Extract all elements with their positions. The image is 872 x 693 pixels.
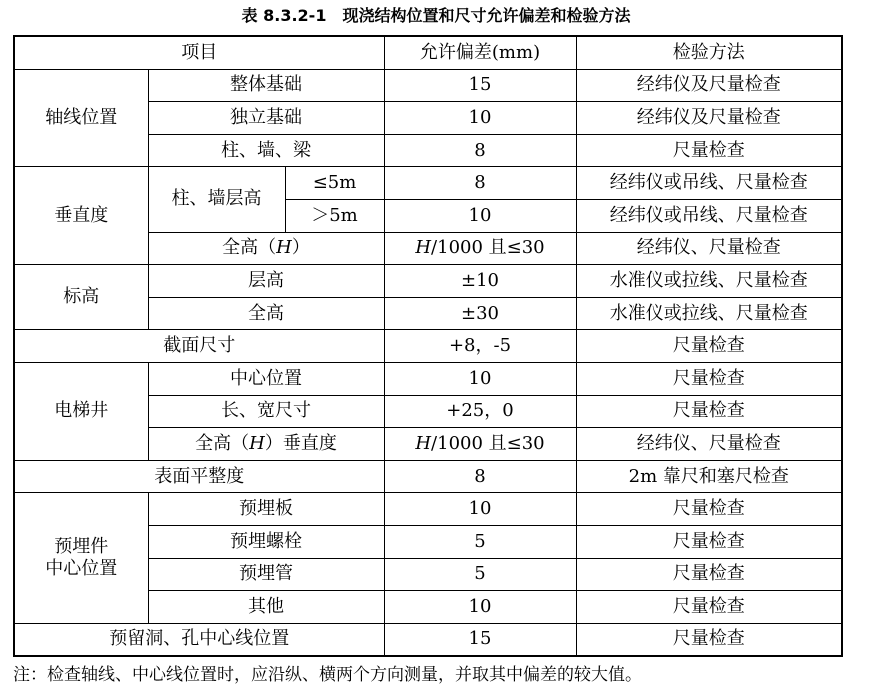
- tolerance-variable: H: [415, 432, 432, 454]
- item-variable: H: [276, 237, 292, 259]
- group-label-line: 中心位置: [45, 558, 118, 579]
- item-cell: 层高: [148, 265, 384, 298]
- tolerance-cell: 10: [384, 493, 576, 526]
- tolerance-cell: 8: [384, 460, 576, 493]
- group-label-vertical: 垂直度: [14, 167, 148, 265]
- item-variable: H: [249, 432, 265, 454]
- item-cell: 长、宽尺寸: [148, 395, 384, 428]
- method-cell: 尺量检查: [576, 591, 842, 624]
- tolerance-cell: 5: [384, 525, 576, 558]
- header-method: 检验方法: [576, 36, 842, 69]
- item-cell: ＞5m: [285, 199, 384, 232]
- item-cell: ≤5m: [285, 167, 384, 200]
- method-cell: 经纬仪或吊线、尺量检查: [576, 167, 842, 200]
- method-cell: 水准仪或拉线、尺量检查: [576, 297, 842, 330]
- tolerance-cell: +25，0: [384, 395, 576, 428]
- method-cell: 经纬仪及尺量检查: [576, 69, 842, 102]
- method-cell: 水准仪或拉线、尺量检查: [576, 265, 842, 298]
- item-cell: 整体基础: [148, 69, 384, 102]
- tolerance-cell: [384, 428, 576, 461]
- method-cell: 尺量检查: [576, 623, 842, 656]
- tolerance-cell: 8: [384, 134, 576, 167]
- method-cell: 尺量检查: [576, 493, 842, 526]
- table-row: [14, 69, 842, 102]
- tolerance-cell: [384, 232, 576, 265]
- table-title: 表 8.3.2-1 现浇结构位置和尺寸允许偏差和检验方法: [241, 6, 631, 25]
- item-text: 全高（: [222, 237, 277, 259]
- tolerance-cell: 15: [384, 69, 576, 102]
- item-cell: 预留洞、孔中心线位置: [14, 623, 384, 656]
- method-cell: 经纬仪、尺量检查: [576, 428, 842, 461]
- item-cell: 中心位置: [148, 362, 384, 395]
- method-cell: 经纬仪、尺量检查: [576, 232, 842, 265]
- method-cell: 尺量检查: [576, 362, 842, 395]
- tolerance-variable: H: [415, 237, 432, 259]
- method-cell: 尺量检查: [576, 558, 842, 591]
- group-label-elevator: 电梯井: [14, 362, 148, 460]
- group-label-axis: 轴线位置: [14, 69, 148, 167]
- table-row: [14, 460, 842, 493]
- item-cell: [148, 232, 384, 265]
- group-label-line: 预埋件: [54, 536, 109, 557]
- method-cell: 尺量检查: [576, 395, 842, 428]
- header-item: 项目: [14, 36, 384, 69]
- table-header-row: [14, 36, 842, 69]
- tolerance-cell: ±10: [384, 265, 576, 298]
- tolerance-cell: 10: [384, 102, 576, 135]
- item-cell: 预埋板: [148, 493, 384, 526]
- table-row: [14, 167, 842, 200]
- header-tolerance: 允许偏差(mm): [384, 36, 576, 69]
- tolerance-cell: 10: [384, 362, 576, 395]
- item-cell: 其他: [148, 591, 384, 624]
- tolerance-cell: +8，-5: [384, 330, 576, 363]
- item-text: ）垂直度: [264, 432, 337, 454]
- table-row: [14, 362, 842, 395]
- tolerance-table: [13, 35, 843, 657]
- method-cell: 2m 靠尺和塞尺检查: [576, 460, 842, 493]
- tolerance-cell: ±30: [384, 297, 576, 330]
- table-note: 注：检查轴线、中心线位置时，应沿纵、横两个方向测量，并取其中偏差的较大值。: [13, 665, 642, 685]
- tolerance-cell: 10: [384, 199, 576, 232]
- item-cell: 截面尺寸: [14, 330, 384, 363]
- group-label-embedded: [14, 493, 148, 623]
- item-text: ）: [291, 237, 310, 259]
- item-text: 全高（: [195, 432, 250, 454]
- tolerance-cell: 10: [384, 591, 576, 624]
- tolerance-text: /1000 且≤30: [431, 432, 545, 454]
- item-cell: 表面平整度: [14, 460, 384, 493]
- group-label-elevation: 标高: [14, 265, 148, 330]
- method-cell: 经纬仪或吊线、尺量检查: [576, 199, 842, 232]
- item-cell: 全高: [148, 297, 384, 330]
- item-cell: 柱、墙、梁: [148, 134, 384, 167]
- item-cell: 独立基础: [148, 102, 384, 135]
- table-row: [14, 265, 842, 298]
- item-cell: [148, 428, 384, 461]
- item-cell: 预埋螺栓: [148, 525, 384, 558]
- method-cell: 尺量检查: [576, 525, 842, 558]
- tolerance-text: /1000 且≤30: [431, 237, 545, 259]
- item-cell: 预埋管: [148, 558, 384, 591]
- table-row: [14, 623, 842, 656]
- tolerance-cell: 8: [384, 167, 576, 200]
- method-cell: 尺量检查: [576, 134, 842, 167]
- method-cell: 尺量检查: [576, 330, 842, 363]
- tolerance-cell: 5: [384, 558, 576, 591]
- table-row: [14, 330, 842, 363]
- sub-label-story-height: 柱、墙层高: [148, 167, 285, 232]
- method-cell: 经纬仪及尺量检查: [576, 102, 842, 135]
- table-row: [14, 493, 842, 526]
- tolerance-cell: 15: [384, 623, 576, 656]
